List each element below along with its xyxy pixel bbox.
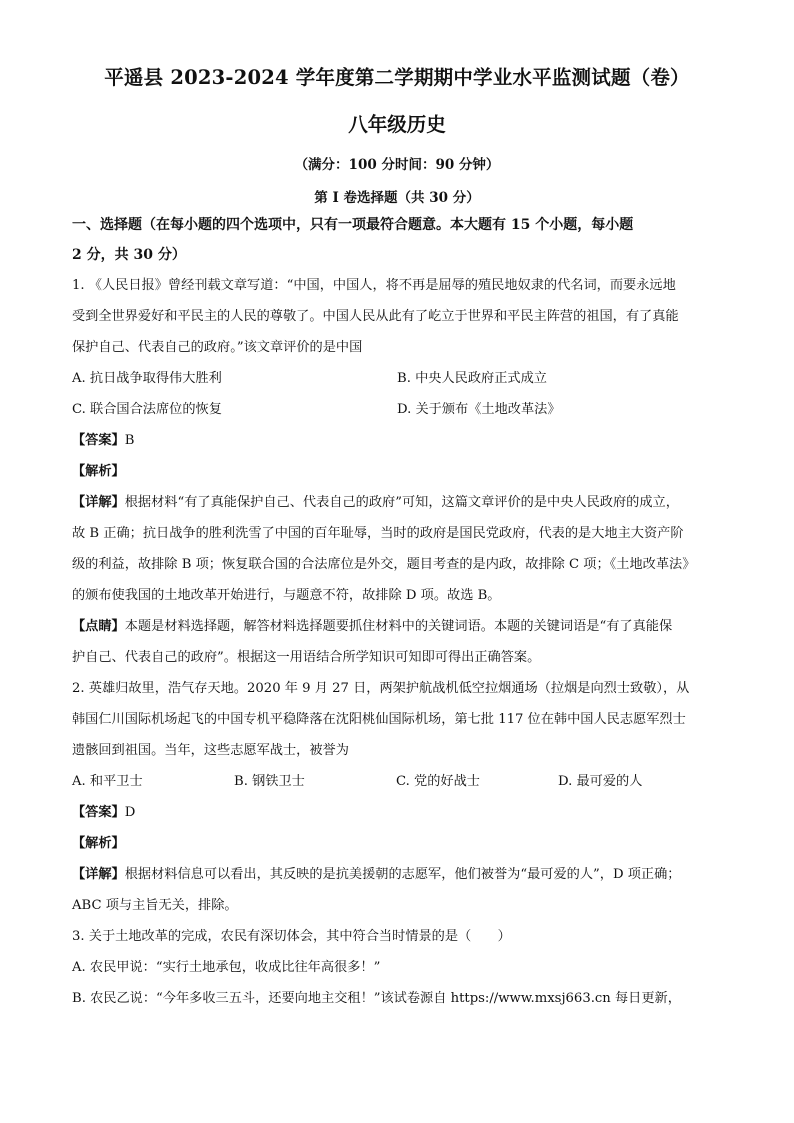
answer-tag: 【答案】 xyxy=(72,805,125,820)
q1-answer-value: B xyxy=(124,433,135,448)
question-2 xyxy=(72,673,722,921)
q1-comment-text1: 本题是材料选择题，解答材料选择题要抓住材料中的关键词语。本题的关键词语是“有了真能保 xyxy=(124,619,673,634)
q3-option-a: A. 农民甲说：“实行土地承包，收成比往年高很多！” xyxy=(72,960,381,975)
q1-option-a: A. 抗日战争取得伟大胜利 xyxy=(72,371,222,386)
q2-options-row xyxy=(72,766,722,797)
q1-option-b: B. 中央人民政府正式成立 xyxy=(397,371,547,386)
comment-tag: 【点睛】 xyxy=(72,619,125,634)
q2-detail-text1: 根据材料信息可以看出，其反映的是抗美援朝的志愿军，他们被誉为“最可爱的人”，D 项正确； xyxy=(124,867,681,882)
q1-option-c: C. 联合国合法席位的恢复 xyxy=(72,402,222,417)
question-3 xyxy=(72,921,722,1014)
q1-stem-line3: 保护自己、代表自己的政府。”该文章评价的是中国 xyxy=(72,340,363,355)
q1-option-d: D. 关于颁布《土地改革法》 xyxy=(397,402,561,417)
q1-detail-line2: 故 B 正确；抗日战争的胜利洗雪了中国的百年耻辱，当时的政府是国民党政府，代表的是大地主大资产阶 xyxy=(72,526,684,541)
q1-options-row1 xyxy=(72,363,722,394)
question-1 xyxy=(72,270,722,673)
q2-option-c: C. 党的好战士 xyxy=(396,774,480,789)
q2-option-a: A. 和平卫士 xyxy=(72,774,143,789)
q1-analysis-tag: 【解析】 xyxy=(72,464,125,479)
q2-option-b: B. 钢铁卫士 xyxy=(234,774,305,789)
q1-stem-line1: 1. 《人民日报》曾经刊载文章写道：“中国，中国人，将不再是屈辱的殖民地奴隶的代名词，而要永远地 xyxy=(72,278,676,293)
q1-detail-line4: 的颁布使我国的土地改革开始进行，与题意不符，故排除 D 项。故选 B。 xyxy=(72,588,501,603)
q1-stem-line2: 受到全世界爱好和平民主的人民的尊敬了。中国人民从此有了屹立于世界和平民主阵营的祖国，有了真能 xyxy=(72,309,679,324)
q2-option-d: D. 最可爱的人 xyxy=(558,774,643,789)
q1-comment-line1 xyxy=(72,611,722,642)
q3-option-b: B. 农民乙说：“今年多收三五斗，还要向地主交租！”该试卷源自 https://www.mxsj663.cn 每日更新， xyxy=(72,991,681,1006)
part-instructions-line2: 2 分，共 30 分） xyxy=(72,247,186,263)
q1-comment-line2: 护自己、代表自己的政府”。根据这一用语结合所学知识可知即可得出正确答案。 xyxy=(72,650,541,665)
q2-detail-line1 xyxy=(72,859,722,890)
q2-detail-line2: ABC 项与主旨无关，排除。 xyxy=(72,898,238,913)
q2-answer xyxy=(72,797,722,828)
answer-tag: 【答案】 xyxy=(72,433,125,448)
exam-page xyxy=(72,62,722,1014)
q2-stem-line1: 2. 英雄归故里，浩气存天地。2020 年 9 月 27 日，两架护航战机低空拉烟通场（拉烟是向烈士致敬），从 xyxy=(72,681,690,696)
q2-analysis-tag: 【解析】 xyxy=(72,836,125,851)
score-time-info: （满分：100 分时间：90 分钟） xyxy=(294,157,500,173)
detail-tag: 【详解】 xyxy=(72,867,125,882)
detail-tag: 【详解】 xyxy=(72,495,125,510)
q1-options-row2 xyxy=(72,394,722,425)
q1-detail-text1: 根据材料“有了真能保护自己、代表自己的政府”可知，这篇文章评价的是中央人民政府的成立， xyxy=(124,495,679,510)
exam-title: 平遥县 2023-2024 学年度第二学期期中学业水平监测试题（卷） xyxy=(104,66,690,89)
q1-answer xyxy=(72,425,722,456)
part-instructions-line1: 一、选择题（在每小题的四个选项中，只有一项最符合题意。本大题有 15 个小题，每小题 xyxy=(72,217,634,233)
q1-detail-line3: 级的利益，故排除 B 项；恢复联合国的合法席位是外交，题目考查的是内政，故排除 C 项；《土地改革法》 xyxy=(72,557,696,572)
q2-stem-line2: 韩国仁川国际机场起飞的中国专机平稳降落在沈阳桃仙国际机场，第七批 117 位在韩中国人民志愿军烈士 xyxy=(72,712,686,727)
exam-subtitle: 八年级历史 xyxy=(348,113,446,136)
q3-stem-line1: 3. 关于土地改革的完成，农民有深切体会，其中符合当时情景的是（ ） xyxy=(72,929,511,944)
part-instructions xyxy=(72,210,722,270)
q1-detail-line1 xyxy=(72,487,722,518)
section-title: 第 I 卷选择题（共 30 分） xyxy=(314,190,480,206)
q2-answer-value: D xyxy=(124,805,136,820)
q2-stem-line3: 遗骸回到祖国。当年，这些志愿军战士，被誉为 xyxy=(72,743,349,758)
